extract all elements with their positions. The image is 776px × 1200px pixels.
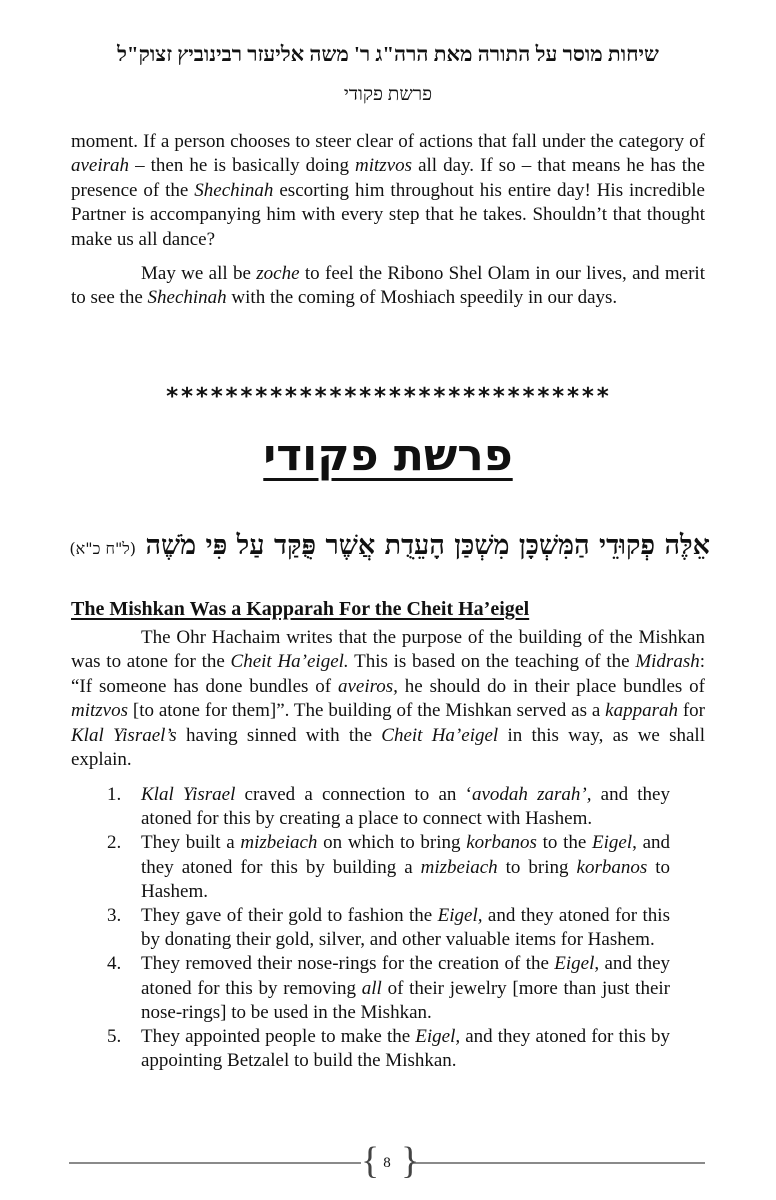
list-item <box>100 952 670 1025</box>
italic-term: all <box>361 977 382 999</box>
text-run: craved a connection to an ‘ <box>235 784 472 805</box>
text-run: They gave of their gold to fashion the <box>141 905 438 927</box>
italic-term: Midrash <box>635 651 700 673</box>
italic-term: mizbeiach <box>240 832 318 854</box>
paragraph-continuation <box>71 130 705 252</box>
text-run: having sinned with the <box>176 724 382 746</box>
italic-term: zoche <box>256 263 300 284</box>
italic-term: Klal Yisrael <box>141 784 236 805</box>
italic-term: mitzvos <box>355 155 413 177</box>
text-run: of their jewelry [more than just their nose-rings] to be used in the Mishkan. <box>141 977 670 1023</box>
italic-term: korbanos <box>466 832 537 854</box>
footer-rule-left <box>69 1162 361 1164</box>
text-run: he should do in their place bundles of <box>397 675 705 697</box>
italic-term: avodah zarah’, <box>471 784 592 805</box>
list-item-number: 4. <box>107 953 122 975</box>
text-run: with the coming of Moshiach speedily in our days. <box>226 287 618 309</box>
text-run: They built a <box>141 832 241 854</box>
page-number: 8 <box>383 1155 391 1171</box>
italic-term: Shechinah <box>194 179 274 201</box>
italic-term: mizbeiach <box>420 856 498 878</box>
text-run: all day. If so – that means he has the presence of the <box>71 155 705 201</box>
text-run: – then he is basically doing <box>129 155 356 177</box>
italic-term: Cheit Ha’eigel <box>381 724 499 746</box>
text-run: on which to bring <box>317 832 467 854</box>
italic-term: Cheit Ha’eigel. <box>230 651 349 673</box>
list-item <box>100 783 670 831</box>
list-item-number: 2. <box>107 832 122 854</box>
atonement-list <box>100 783 670 1073</box>
text-run: in this way, as we shall explain. <box>71 724 705 771</box>
italic-term: Klal Yisrael’s <box>71 724 177 746</box>
list-item-number: 5. <box>107 1026 122 1048</box>
pasuk-reference: (ל"ח כ"א) <box>69 539 137 558</box>
list-item <box>100 904 670 952</box>
text-run: to the <box>536 832 593 854</box>
text-run: to feel the Ribono Shel Olam in our lives, and merit to see the <box>71 263 705 309</box>
text-run: , and they atoned for this by removing <box>141 953 670 999</box>
footer-rule-right <box>413 1162 705 1164</box>
section-title: The Mishkan Was a Kapparah For the Cheit Ha’eigel <box>71 598 530 620</box>
text-run: , and they atoned for this by building a <box>141 832 670 878</box>
text-run: They removed their nose-rings for the creation of the <box>141 953 555 975</box>
text-run: to Hashem. <box>141 856 671 902</box>
text-run: May we all be <box>141 263 257 284</box>
page-number-right-bracket: } <box>401 1140 420 1182</box>
text-run: : “If someone has done bundles of <box>71 651 706 697</box>
parsha-heading-text: פרשת פקודי <box>263 430 513 481</box>
text-run: and they atoned for this by creating a place to connect with Hashem. <box>141 784 670 830</box>
paragraph-intro <box>71 626 705 772</box>
text-run: They appointed people to make the <box>141 1026 416 1048</box>
list-item <box>100 1025 670 1073</box>
text-run: and they atoned for this by appointing Betzalel to build the Mishkan. <box>141 1026 670 1072</box>
section-divider: ****************************** <box>165 384 611 410</box>
text-run: This is based on the teaching of the <box>348 651 636 673</box>
text-run: moment. If a person chooses to steer clear of actions that fall under the category of <box>71 131 705 152</box>
italic-term: mitzvos <box>71 700 128 722</box>
pasuk-text: אֵלֶּה פְקוּדֵי הַמִּשְׁכָּן מִשְׁכַּן הָעֵדֻת אֲשֶׁר פֻּקַּד עַל פִּי מֹשֶׁה <box>145 530 710 561</box>
text-run: and they atoned for this by donating their gold, silver, and other valuable items for Hashem. <box>141 905 670 951</box>
italic-term: aveiros, <box>337 675 398 697</box>
italic-term: aveirah <box>71 155 130 177</box>
italic-term: korbanos <box>576 856 648 878</box>
italic-term: Eigel <box>554 953 595 975</box>
text-run: [to atone for them]”. The building of the Mishkan served as a <box>128 700 606 722</box>
italic-term: Eigel, <box>437 905 483 927</box>
page-number-left-bracket: { <box>361 1140 380 1182</box>
running-header-title: שיחות מוסר על התורה מאת הרה"ג ר' משה אליעזר רבינוביץ זצוק"ל <box>117 42 659 66</box>
text-run: escorting him throughout his entire day! His incredible Partner is accompanying him with every step that he takes. Shouldn’t that thought make us all dance? <box>71 179 705 250</box>
parsha-heading <box>0 430 776 481</box>
running-header-subtitle: פרשת פקודי <box>343 84 433 105</box>
pasuk-quote <box>70 528 710 567</box>
italic-term: Eigel <box>592 832 633 854</box>
paragraph-closing-blessing <box>71 262 705 311</box>
list-item-number: 3. <box>107 905 122 927</box>
list-item-number: 1. <box>107 784 122 805</box>
italic-term: kapparah <box>605 700 678 722</box>
text-run: The Ohr Hachaim writes that the purpose of the building of the Mishkan was to atone for the <box>71 627 705 673</box>
italic-term: Eigel, <box>415 1026 461 1048</box>
text-run: for <box>677 700 706 722</box>
italic-term: Shechinah <box>147 287 227 309</box>
text-run: to bring <box>497 856 577 878</box>
list-item <box>100 831 670 904</box>
